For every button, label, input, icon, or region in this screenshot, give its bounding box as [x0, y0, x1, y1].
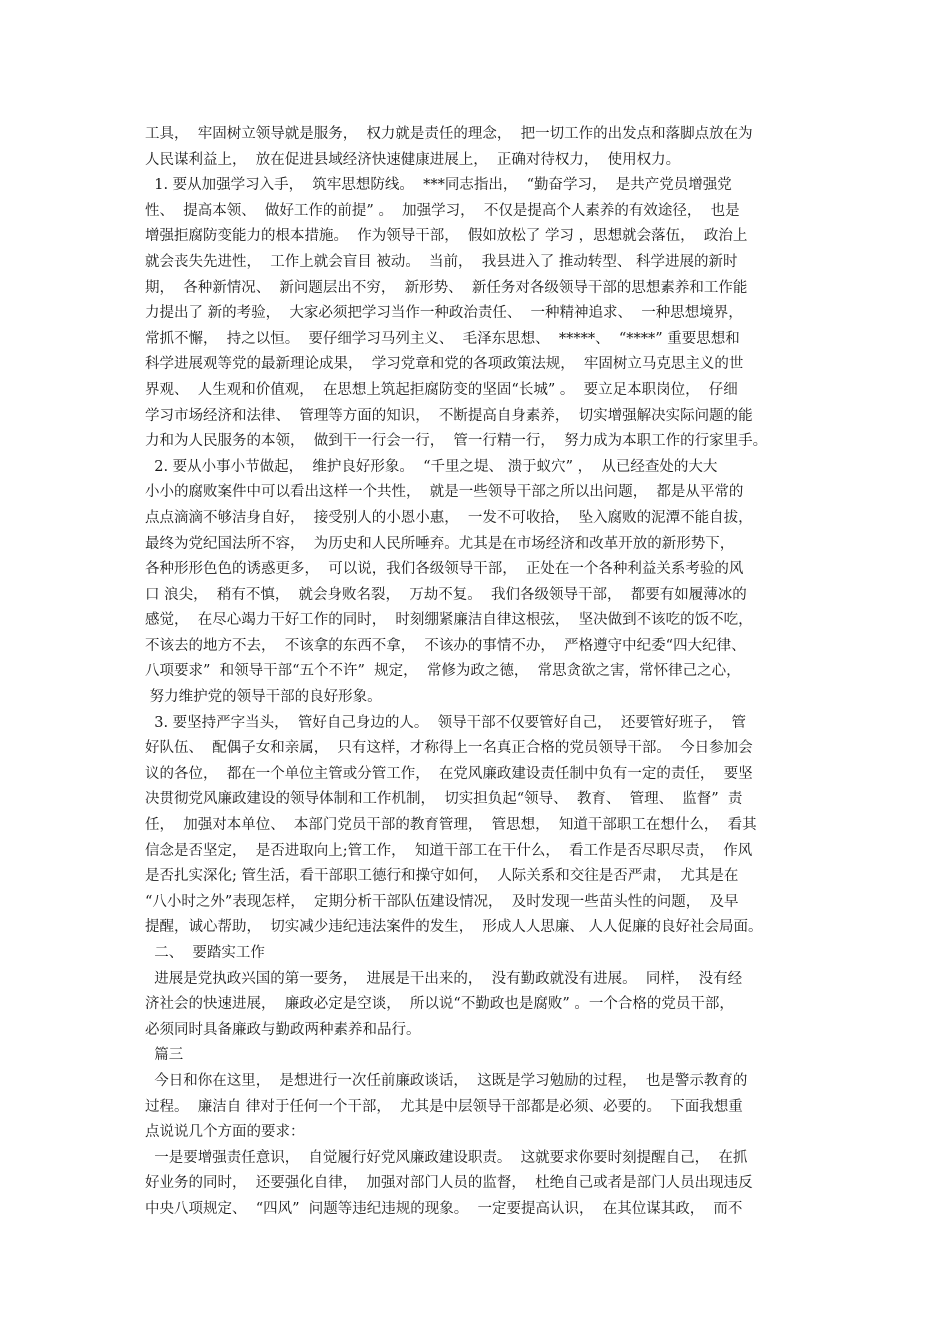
text-line: 各种形形色色的诱惑更多， 可以说，我们各级领导干部， 正处在一个各种利益关系考验的风: [145, 561, 744, 578]
text-line: 今日和你在这里， 是想进行一次任前廉政谈话， 这既是学习勉励的过程， 也是警示教育的: [145, 1072, 748, 1089]
text-line: 界观、 人生观和价值观， 在思想上筑起拒腐防变的坚固“长城” 。 要立足本职岗位， 仔细: [145, 381, 738, 398]
section-heading: 篇三: [145, 1047, 184, 1064]
text-line: 进展是党执政兴国的第一要务， 进展是干出来的， 没有勤政就没有进展。 同样， 没有经: [145, 970, 743, 987]
text-line: 力提出了 新的考验， 大家必须把学习当作一种政治责任、 一种精神追求、 一种思想境界，: [145, 305, 743, 322]
text-line: 常抓不懈， 持之以恒。 要仔细学习马列主义、 毛泽东思想、 *****、 “****” 重要思想和: [145, 330, 740, 347]
text-line: 提醒，诚心帮助， 切实减少违纪违法案件的发生， 形成人人思廉、 人人促廉的良好社会局面。: [145, 919, 763, 936]
document-body: [145, 122, 815, 1223]
section-heading: 二、 要踏实工作: [145, 945, 265, 961]
text-line: 济社会的快速进展， 廉政必定是空谈， 所以说“不勤政也是腐败” 。一个合格的党员干部，: [145, 996, 734, 1013]
text-line: 2. 要从小事小节做起， 维护良好形象。 “千里之堤、 溃于蚁穴” ， 从已经查处的大大: [145, 458, 718, 475]
text-line: 口 浪尖， 稍有不慎， 就会身败名裂， 万劫不复。 我们各级领导干部， 都要有如履薄冰的: [145, 586, 747, 603]
text-line: 增强拒腐防变能力的根本措施。 作为领导干部， 假如放松了 学习 ，思想就会落伍， 政治上: [145, 228, 748, 245]
text-line: 信念是否坚定， 是否进取向上;管工作， 知道干部工在干什么， 看工作是否尽职尽责， 作风: [145, 842, 753, 859]
text-line: 点点滴滴不够洁身自好， 接受别人的小恩小惠， 一发不可收拾， 坠入腐败的泥潭不能自拔，: [145, 509, 753, 526]
text-line: 感觉， 在尽心竭力干好工作的同时， 时刻绷紧廉洁自律这根弦， 坚决做到不该吃的饭不吃，: [145, 612, 753, 629]
text-line: 就会丧失先进性， 工作上就会盲目 被动。 当前， 我县进入了 推动转型、 科学进展的新时: [145, 253, 738, 270]
text-line: 努力维护党的领导干部的良好形象。: [145, 689, 382, 706]
text-line: “八小时之外”表现怎样， 定期分析干部队伍建设情况， 及时发现一些苗头性的问题， 及早: [145, 893, 739, 910]
text-line: 好业务的同时， 还要强化自律， 加强对部门人员的监督， 杜绝自己或者是部门人员出现违反: [145, 1175, 753, 1192]
text-line: 科学进展观等党的最新理论成果， 学习党章和党的各项政策法规， 牢固树立马克思主义的世: [145, 356, 744, 373]
text-line: 议的各位， 都在一个单位主管或分管工作， 在党风廉政建设责任制中负有一定的责任， 要坚: [145, 765, 753, 782]
text-line: 3. 要坚持严字当头， 管好自己身边的人。 领导干部不仅要管好自己， 还要管好班子， 管: [145, 714, 747, 731]
text-line: 1. 要从加强学习入手， 筑牢思想防线。 ***同志指出， “勤奋学习， 是共产党员增强党: [145, 177, 732, 194]
text-line: 必须同时具备廉政与勤政两种素养和品行。: [145, 1021, 421, 1038]
text-line: 性、 提高本领、 做好工作的前提” 。 加强学习， 不仅是提高个人素养的有效途径， 也是: [145, 202, 740, 219]
text-line: 力和为人民服务的本领， 做到干一行会一行， 管一行精一行， 努力成为本职工作的行家里手。: [145, 433, 768, 450]
text-line: 是否扎实深化; 管生活，看干部职工德行和操守如何， 人际关系和交往是否严肃， 尤其是在: [145, 868, 739, 885]
text-line: 小小的腐败案件中可以看出这样一个共性， 就是一些领导干部之所以出问题， 都是从平常的: [145, 484, 744, 501]
text-line: 决贯彻党风廉政建设的领导体制和工作机制， 切实担负起“领导、 教育、 管理、 监督” 责: [145, 791, 743, 808]
text-line: 好队伍、 配偶子女和亲属， 只有这样，才称得上一名真正合格的党员领导干部。 今日参加会: [145, 740, 753, 757]
text-line: 一是要增强责任意识， 自觉履行好党风廉政建设职责。 这就要求你要时刻提醒自己， 在抓: [145, 1149, 748, 1166]
text-line: 过程。 廉洁自 律对于任何一个干部， 尤其是中层领导干部都是必须、必要的。 下面我想重: [145, 1098, 743, 1115]
text-line: 中央八项规定、 “四风” 问题等违纪违规的现象。 一定要提高认识， 在其位谋其政， 而不: [145, 1200, 743, 1217]
text-line: 点说说几个方面的要求：: [145, 1124, 305, 1141]
text-line: 八项要求” 和领导干部“五个不许” 规定， 常修为政之德， 常思贪欲之害，常怀律己之心，: [145, 663, 741, 680]
text-line: 任， 加强对本单位、 本部门党员干部的教育管理， 管思想， 知道干部职工在想什么， 看其: [145, 817, 757, 834]
text-line: 学习市场经济和法律、 管理等方面的知识， 不断提高自身素养， 切实增强解决实际问题的能: [145, 407, 753, 424]
text-line: 最终为党纪国法所不容， 为历史和人民所唾弃。尤其是在市场经济和改革开放的新形势下，: [145, 535, 735, 552]
text-line: 人民谋利益上， 放在促进县域经济快速健康进展上， 正确对待权力， 使用权力。: [145, 151, 681, 168]
text-line: 不该去的地方不去， 不该拿的东西不拿， 不该办的事情不办， 严格遵守中纪委“四大纪律、: [145, 637, 746, 654]
text-line: 工具， 牢固树立领导就是服务， 权力就是责任的理念， 把一切工作的出发点和落脚点放在为: [145, 126, 753, 142]
text-line: 期， 各种新情况、 新问题层出不穷， 新形势、 新任务对各级领导干部的思想素养和工作能: [145, 279, 748, 296]
